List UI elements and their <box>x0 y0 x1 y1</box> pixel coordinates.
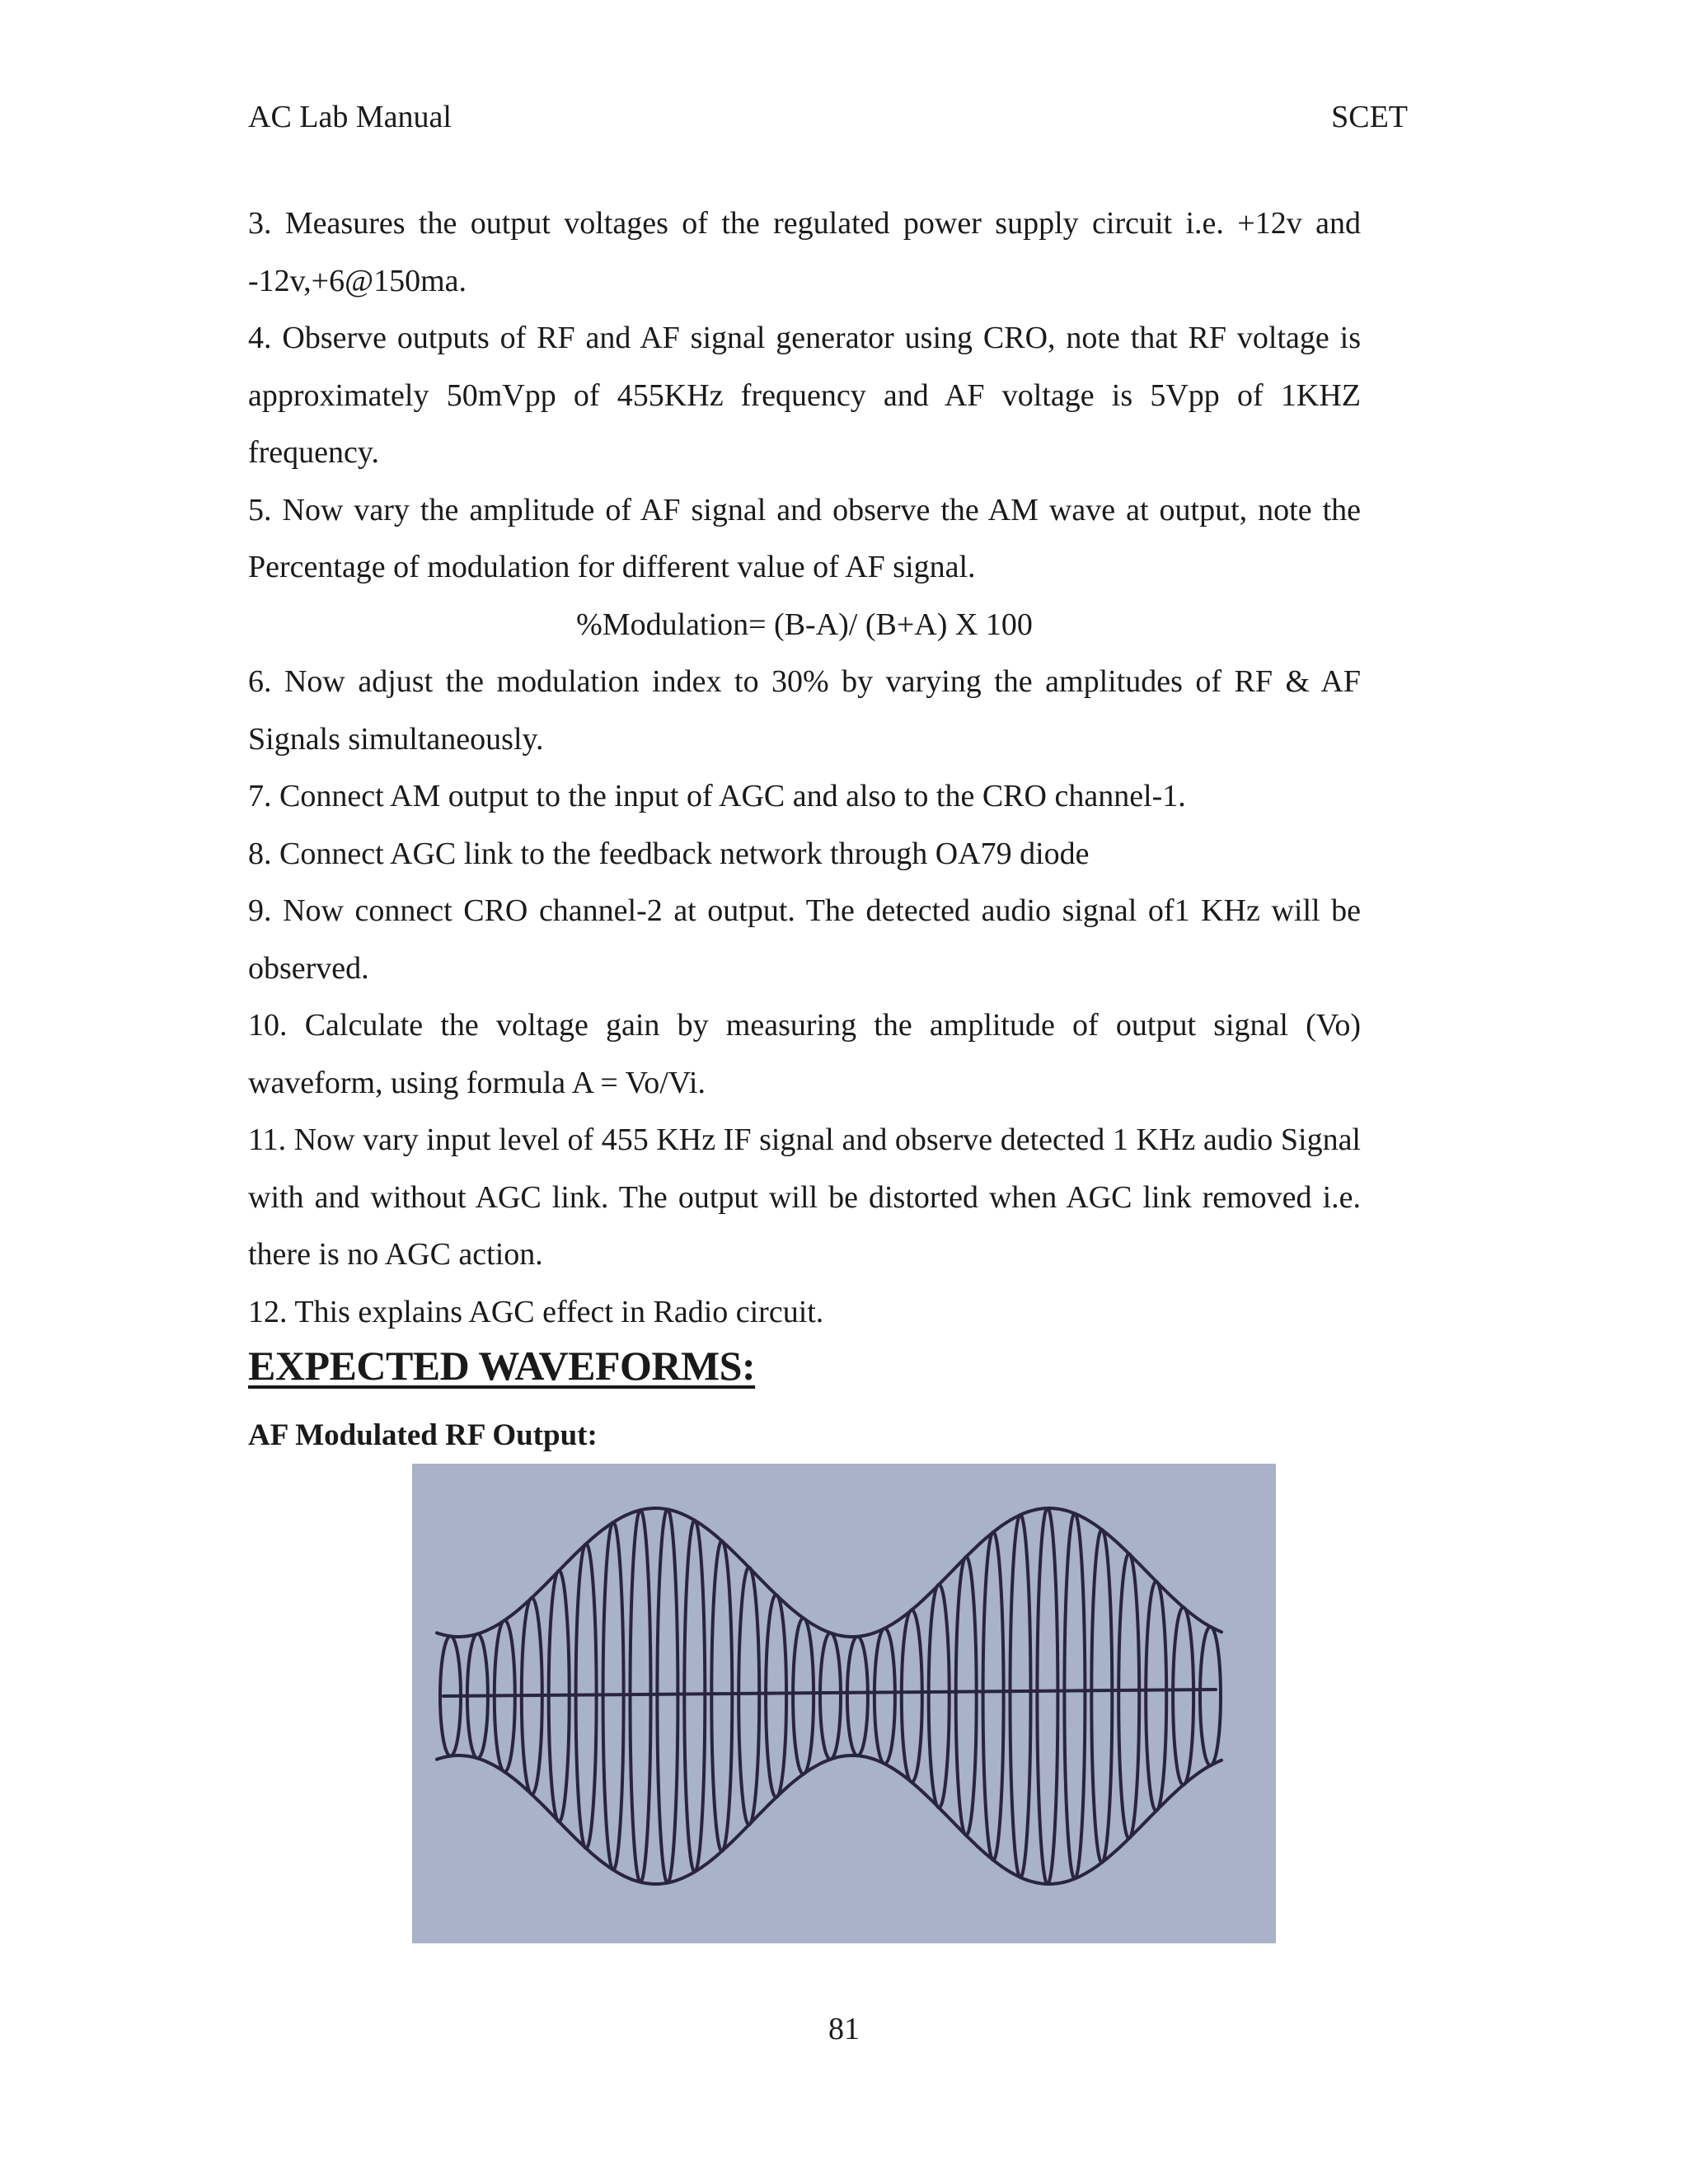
step-11: 11. Now vary input level of 455 KHz IF signal and observe detected 1 KHz audio Signal with and without AGC link. The output will be distorted when AGC link removed i.e. there is no AGC action. <box>248 1122 1361 1272</box>
step-8: 8. Connect AGC link to the feedback network through OA79 diode <box>248 836 1090 871</box>
procedure-steps <box>248 195 1361 1341</box>
step-12: 12. This explains AGC effect in Radio circuit. <box>248 1294 824 1329</box>
step-10: 10. Calculate the voltage gain by measuring the amplitude of output signal (Vo) waveform, using formula A = Vo/Vi. <box>248 1008 1361 1100</box>
step-4: 4. Observe outputs of RF and AF signal generator using CRO, note that RF voltage is approximately 50mVpp of 455KHz frequency and AF voltage is 5Vpp of 1KHZ frequency. <box>248 321 1361 470</box>
figure-caption: AF Modulated RF Output: <box>248 1418 598 1452</box>
step-3: 3. Measures the output voltages of the regulated power supply circuit i.e. +12v and -12v,+6@150ma. <box>248 206 1361 298</box>
header-institution: SCET <box>1331 100 1408 134</box>
step-6: 6. Now adjust the modulation index to 30% by varying the amplitudes of RF & AF Signals simultaneously. <box>248 664 1361 757</box>
page-header <box>248 99 1408 140</box>
modulation-formula: %Modulation= (B-A)/ (B+A) X 100 <box>576 607 1033 642</box>
step-7: 7. Connect AM output to the input of AGC and also to the CRO channel-1. <box>248 779 1186 813</box>
am-waveform-drawing <box>412 1464 1276 1943</box>
am-waveform-figure <box>412 1464 1276 1943</box>
header-title: AC Lab Manual <box>248 100 452 134</box>
page-number: 81 <box>828 2012 860 2046</box>
step-5: 5. Now vary the amplitude of AF signal and observe the AM wave at output, note the Percentage of modulation for different value of AF signal. <box>248 492 1361 584</box>
step-9: 9. Now connect CRO channel-2 at output. The detected audio signal of1 KHz will be observed. <box>248 893 1361 986</box>
section-heading: EXPECTED WAVEFORMS: <box>248 1343 756 1389</box>
